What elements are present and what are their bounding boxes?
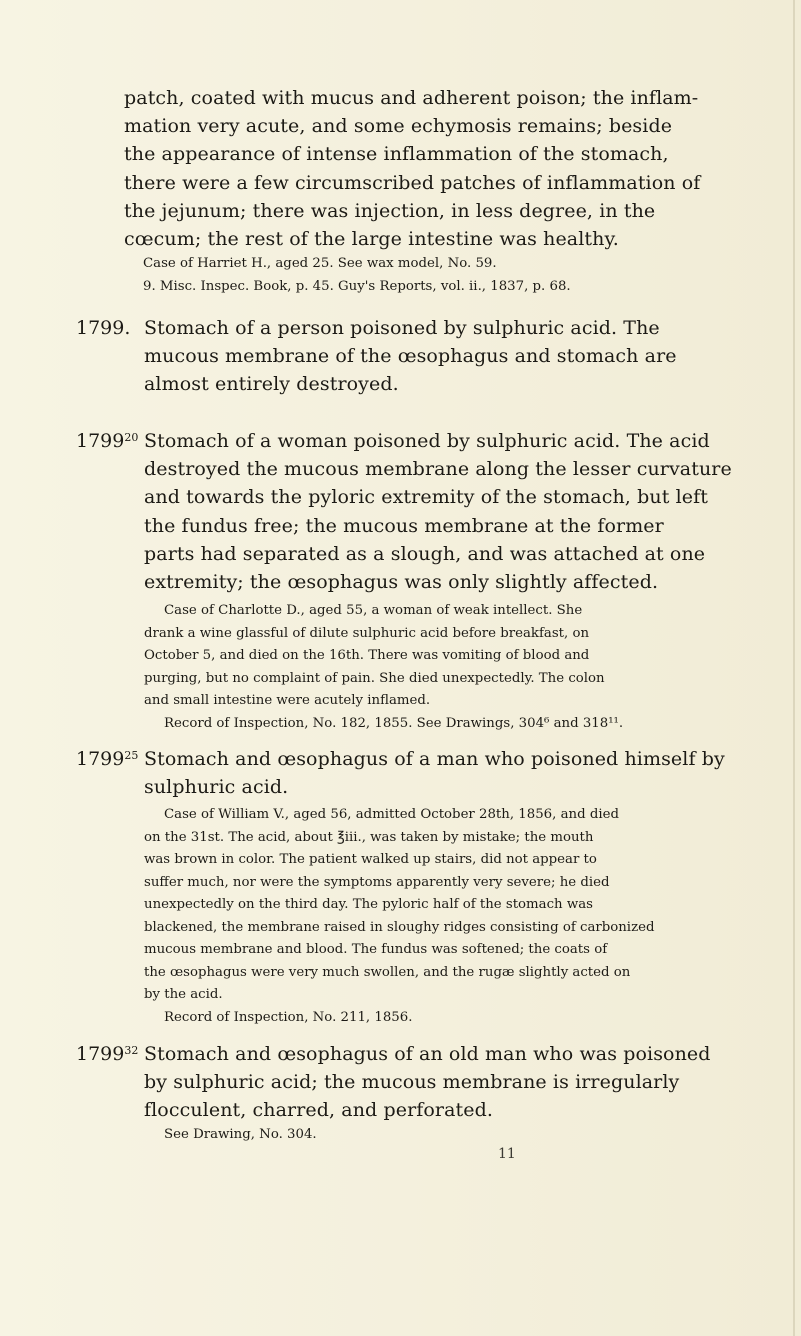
text-line: extremity; the œsophagus was only slightly affected. xyxy=(144,571,659,594)
note-line: was brown in color. The patient walked up stairs, did not appear to xyxy=(144,852,597,867)
note-line: mucous membrane and blood. The fundus was softened; the coats of xyxy=(144,942,608,957)
text-line: Stomach of a woman poisoned by sulphuric acid. The acid xyxy=(144,430,710,452)
text-line: mucous membrane of the œsophagus and stomach are xyxy=(144,345,677,368)
entry-description xyxy=(144,427,732,596)
page-crease xyxy=(793,0,795,1336)
note-line: Case of William V., aged 56, admitted October 28th, 1856, and died xyxy=(164,807,619,822)
text-line: sulphuric acid. xyxy=(144,776,289,799)
text-line: Stomach of a person poisoned by sulphuric acid. The xyxy=(144,317,660,339)
entry-description xyxy=(144,314,677,399)
note-line: Record of Inspection, No. 211, 1856. xyxy=(164,1009,413,1025)
note-line: drank a wine glassful of dilute sulphuric acid before breakfast, on xyxy=(144,625,590,641)
text-line: destroyed the mucous membrane along the lesser curvature xyxy=(144,458,732,481)
note-line: suffer much, nor were the symptoms apparently very severe; he died xyxy=(144,874,610,890)
text-line: the fundus free; the mucous membrane at the former xyxy=(144,514,664,537)
continuation-notes xyxy=(143,253,571,298)
continuation-paragraph xyxy=(124,84,700,253)
note-line: the œsophagus were very much swollen, and the rugæ slightly acted on xyxy=(144,964,631,980)
text-line: Stomach and œsophagus of a man who poisoned himself by xyxy=(144,748,725,770)
text-line: there were a few circumscribed patches of inflammation of xyxy=(124,171,701,194)
text-line: by sulphuric acid; the mucous membrane is irregularly xyxy=(144,1071,680,1094)
note-line: 9. Misc. Inspec. Book, p. 45. Guy's Reports, vol. ii., 1837, p. 68. xyxy=(143,278,571,294)
text-line: mation very acute, and some echymosis remains; beside xyxy=(124,115,673,138)
text-line: parts had separated as a slough, and was attached at one xyxy=(144,542,706,565)
text-line: and towards the pyloric extremity of the stomach, but left xyxy=(144,486,708,509)
note-line: unexpectedly on the third day. The pyloric half of the stomach was xyxy=(144,897,593,912)
note-line: Case of Harriet H., aged 25. See wax model, No. 59. xyxy=(143,256,497,271)
text-line: cœcum; the rest of the large intestine was healthy. xyxy=(124,228,619,251)
entry-number: 1799$^{32}$ xyxy=(76,1043,139,1065)
entry-notes xyxy=(144,804,655,1029)
note-line: blackened, the membrane raised in sloughy ridges consisting of carbonized xyxy=(144,919,655,935)
entry-notes xyxy=(164,1124,317,1147)
note-line: See Drawing, No. 304. xyxy=(164,1127,317,1142)
text-line: the appearance of intense inflammation of the stomach, xyxy=(124,143,669,166)
entry-description xyxy=(144,745,725,801)
entry-number: 1799$^{25}$ xyxy=(76,748,139,770)
page-mark: 11 xyxy=(498,1146,516,1162)
note-line: and small intestine were acutely inflamed. xyxy=(144,693,431,708)
text-line: almost entirely destroyed. xyxy=(144,373,399,396)
entry-description xyxy=(144,1040,711,1125)
entry-number: 1799$^{20}$ xyxy=(76,430,139,452)
note-line: Record of Inspection, No. 182, 1855. See Drawings, 304⁶ and 318¹¹. xyxy=(164,715,624,731)
text-line: flocculent, charred, and perforated. xyxy=(144,1099,494,1122)
note-line: on the 31st. The acid, about ℥iii., was taken by mistake; the mouth xyxy=(144,829,594,845)
note-line: Case of Charlotte D., aged 55, a woman of weak intellect. She xyxy=(164,603,583,618)
text-line: patch, coated with mucus and adherent poison; the inflam- xyxy=(124,87,699,109)
note-line: by the acid. xyxy=(144,987,223,1002)
entry-number: 1799. xyxy=(76,317,131,339)
note-line: purging, but no complaint of pain. She died unexpectedly. The colon xyxy=(144,670,605,686)
text-line: the jejunum; there was injection, in less degree, in the xyxy=(124,199,656,222)
entry-notes xyxy=(144,600,624,735)
note-line: October 5, and died on the 16th. There was vomiting of blood and xyxy=(144,648,590,663)
text-line: Stomach and œsophagus of an old man who was poisoned xyxy=(144,1043,711,1065)
